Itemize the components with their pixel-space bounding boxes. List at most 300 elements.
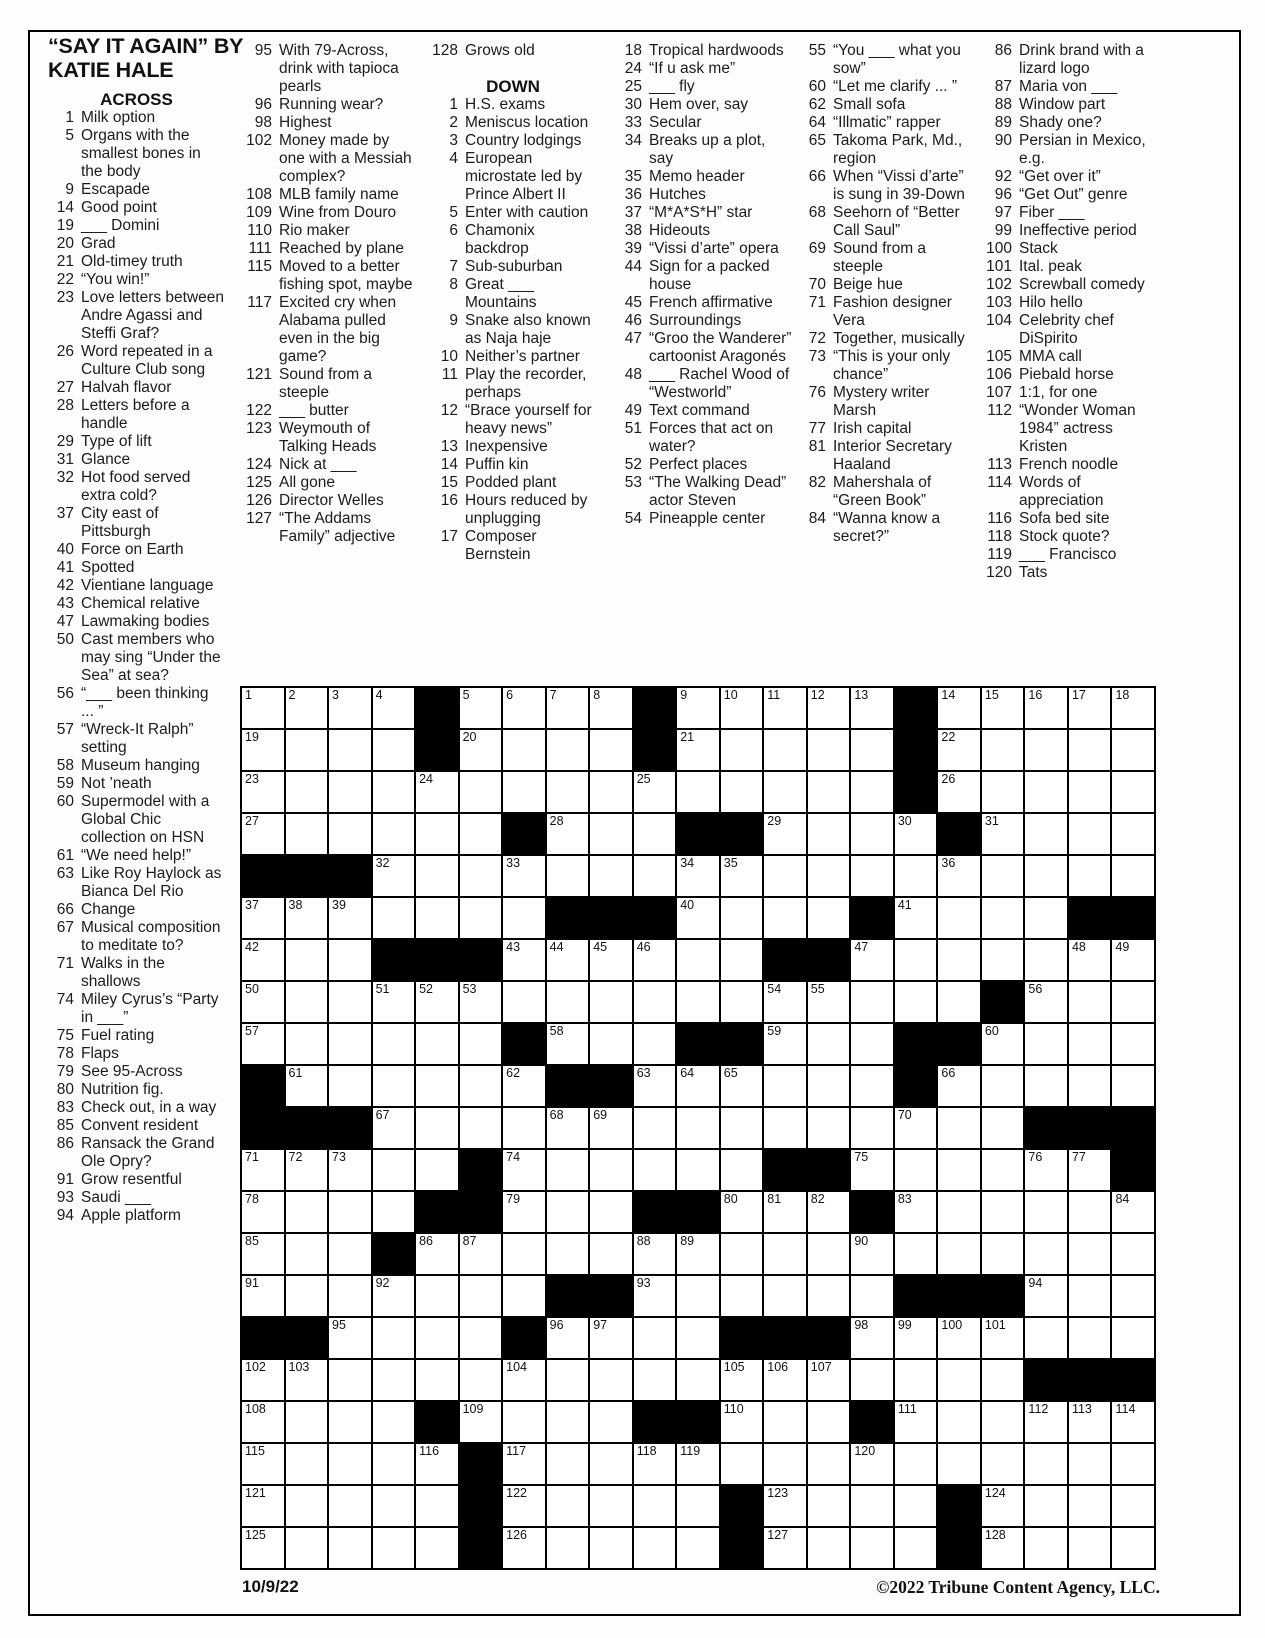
grid-cell-r16c10[interactable]: [634, 1318, 676, 1358]
grid-cell-r18c4[interactable]: [373, 1402, 415, 1442]
grid-cell-r10c6[interactable]: [460, 1066, 502, 1106]
grid-cell-r13c17[interactable]: [938, 1192, 980, 1232]
grid-cell-r16c18[interactable]: [982, 1318, 1024, 1358]
grid-cell-r14c8[interactable]: [547, 1234, 589, 1274]
grid-cell-r18c8[interactable]: [547, 1402, 589, 1442]
grid-cell-r12c2[interactable]: [286, 1150, 328, 1190]
grid-cell-r19c13[interactable]: [764, 1444, 806, 1484]
grid-cell-r17c12[interactable]: [721, 1360, 763, 1400]
grid-cell-r13c9[interactable]: [590, 1192, 632, 1232]
grid-cell-r8c3[interactable]: [329, 982, 371, 1022]
grid-cell-r16c5[interactable]: [416, 1318, 458, 1358]
grid-cell-r2c9[interactable]: [590, 730, 632, 770]
grid-cell-r13c16[interactable]: [895, 1192, 937, 1232]
grid-cell-r4c19[interactable]: [1025, 814, 1067, 854]
grid-cell-r19c15[interactable]: [851, 1444, 893, 1484]
grid-cell-r19c9[interactable]: [590, 1444, 632, 1484]
grid-cell-r8c14[interactable]: [808, 982, 850, 1022]
grid-cell-r18c12[interactable]: [721, 1402, 763, 1442]
grid-cell-r19c2[interactable]: [286, 1444, 328, 1484]
grid-cell-r3c7[interactable]: [503, 772, 545, 812]
grid-cell-r1c14[interactable]: [808, 688, 850, 728]
grid-cell-r16c16[interactable]: [895, 1318, 937, 1358]
grid-cell-r17c15[interactable]: [851, 1360, 893, 1400]
grid-cell-r8c4[interactable]: [373, 982, 415, 1022]
grid-cell-r6c7[interactable]: [503, 898, 545, 938]
grid-cell-r15c11[interactable]: [677, 1276, 719, 1316]
grid-cell-r13c19[interactable]: [1025, 1192, 1067, 1232]
grid-cell-r18c14[interactable]: [808, 1402, 850, 1442]
grid-cell-r20c10[interactable]: [634, 1486, 676, 1526]
grid-cell-r12c3[interactable]: [329, 1150, 371, 1190]
grid-cell-r6c19[interactable]: [1025, 898, 1067, 938]
grid-cell-r7c18[interactable]: [982, 940, 1024, 980]
grid-cell-r8c7[interactable]: [503, 982, 545, 1022]
grid-cell-r6c12[interactable]: [721, 898, 763, 938]
grid-cell-r19c19[interactable]: [1025, 1444, 1067, 1484]
grid-cell-r10c21[interactable]: [1112, 1066, 1154, 1106]
grid-cell-r14c20[interactable]: [1069, 1234, 1111, 1274]
grid-cell-r16c21[interactable]: [1112, 1318, 1154, 1358]
grid-cell-r21c9[interactable]: [590, 1528, 632, 1568]
grid-cell-r21c20[interactable]: [1069, 1528, 1111, 1568]
grid-cell-r19c18[interactable]: [982, 1444, 1024, 1484]
grid-cell-r19c8[interactable]: [547, 1444, 589, 1484]
grid-cell-r11c18[interactable]: [982, 1108, 1024, 1148]
grid-cell-r20c5[interactable]: [416, 1486, 458, 1526]
grid-cell-r5c19[interactable]: [1025, 856, 1067, 896]
grid-cell-r3c18[interactable]: [982, 772, 1024, 812]
grid-cell-r3c2[interactable]: [286, 772, 328, 812]
grid-cell-r9c13[interactable]: [764, 1024, 806, 1064]
grid-cell-r6c16[interactable]: [895, 898, 937, 938]
grid-cell-r20c14[interactable]: [808, 1486, 850, 1526]
grid-cell-r19c16[interactable]: [895, 1444, 937, 1484]
grid-cell-r17c8[interactable]: [547, 1360, 589, 1400]
grid-cell-r11c15[interactable]: [851, 1108, 893, 1148]
grid-cell-r1c19[interactable]: [1025, 688, 1067, 728]
grid-cell-r7c12[interactable]: [721, 940, 763, 980]
grid-cell-r13c12[interactable]: [721, 1192, 763, 1232]
grid-cell-r4c8[interactable]: [547, 814, 589, 854]
grid-cell-r10c11[interactable]: [677, 1066, 719, 1106]
grid-cell-r4c2[interactable]: [286, 814, 328, 854]
grid-cell-r5c21[interactable]: [1112, 856, 1154, 896]
grid-cell-r4c16[interactable]: [895, 814, 937, 854]
grid-cell-r14c15[interactable]: [851, 1234, 893, 1274]
grid-cell-r18c18[interactable]: [982, 1402, 1024, 1442]
grid-cell-r10c17[interactable]: [938, 1066, 980, 1106]
grid-cell-r3c15[interactable]: [851, 772, 893, 812]
grid-cell-r20c8[interactable]: [547, 1486, 589, 1526]
grid-cell-r1c2[interactable]: [286, 688, 328, 728]
grid-cell-r11c4[interactable]: [373, 1108, 415, 1148]
grid-cell-r15c19[interactable]: [1025, 1276, 1067, 1316]
grid-cell-r1c18[interactable]: [982, 688, 1024, 728]
grid-cell-r16c19[interactable]: [1025, 1318, 1067, 1358]
grid-cell-r11c16[interactable]: [895, 1108, 937, 1148]
grid-cell-r8c12[interactable]: [721, 982, 763, 1022]
grid-cell-r8c9[interactable]: [590, 982, 632, 1022]
grid-cell-r2c2[interactable]: [286, 730, 328, 770]
grid-cell-r6c17[interactable]: [938, 898, 980, 938]
grid-cell-r17c3[interactable]: [329, 1360, 371, 1400]
grid-cell-r13c1[interactable]: [242, 1192, 284, 1232]
grid-cell-r20c19[interactable]: [1025, 1486, 1067, 1526]
grid-cell-r2c21[interactable]: [1112, 730, 1154, 770]
grid-cell-r21c4[interactable]: [373, 1528, 415, 1568]
grid-cell-r13c20[interactable]: [1069, 1192, 1111, 1232]
grid-cell-r9c6[interactable]: [460, 1024, 502, 1064]
grid-cell-r7c20[interactable]: [1069, 940, 1111, 980]
grid-cell-r14c13[interactable]: [764, 1234, 806, 1274]
grid-cell-r2c4[interactable]: [373, 730, 415, 770]
grid-cell-r6c5[interactable]: [416, 898, 458, 938]
grid-cell-r14c14[interactable]: [808, 1234, 850, 1274]
grid-cell-r18c6[interactable]: [460, 1402, 502, 1442]
grid-cell-r1c12[interactable]: [721, 688, 763, 728]
grid-cell-r14c17[interactable]: [938, 1234, 980, 1274]
grid-cell-r1c13[interactable]: [764, 688, 806, 728]
grid-cell-r8c10[interactable]: [634, 982, 676, 1022]
grid-cell-r2c20[interactable]: [1069, 730, 1111, 770]
grid-cell-r15c3[interactable]: [329, 1276, 371, 1316]
grid-cell-r16c9[interactable]: [590, 1318, 632, 1358]
grid-cell-r7c3[interactable]: [329, 940, 371, 980]
grid-cell-r4c5[interactable]: [416, 814, 458, 854]
grid-cell-r11c9[interactable]: [590, 1108, 632, 1148]
grid-cell-r14c1[interactable]: [242, 1234, 284, 1274]
grid-cell-r17c7[interactable]: [503, 1360, 545, 1400]
grid-cell-r1c11[interactable]: [677, 688, 719, 728]
grid-cell-r13c7[interactable]: [503, 1192, 545, 1232]
grid-cell-r9c4[interactable]: [373, 1024, 415, 1064]
grid-cell-r18c9[interactable]: [590, 1402, 632, 1442]
grid-cell-r4c21[interactable]: [1112, 814, 1154, 854]
grid-cell-r8c11[interactable]: [677, 982, 719, 1022]
grid-cell-r10c4[interactable]: [373, 1066, 415, 1106]
grid-cell-r18c20[interactable]: [1069, 1402, 1111, 1442]
grid-cell-r11c10[interactable]: [634, 1108, 676, 1148]
grid-cell-r18c3[interactable]: [329, 1402, 371, 1442]
grid-cell-r12c11[interactable]: [677, 1150, 719, 1190]
grid-cell-r3c10[interactable]: [634, 772, 676, 812]
grid-cell-r21c21[interactable]: [1112, 1528, 1154, 1568]
grid-cell-r15c4[interactable]: [373, 1276, 415, 1316]
grid-cell-r7c11[interactable]: [677, 940, 719, 980]
grid-cell-r16c20[interactable]: [1069, 1318, 1111, 1358]
grid-cell-r20c13[interactable]: [764, 1486, 806, 1526]
grid-cell-r20c11[interactable]: [677, 1486, 719, 1526]
grid-cell-r20c21[interactable]: [1112, 1486, 1154, 1526]
grid-cell-r3c9[interactable]: [590, 772, 632, 812]
grid-cell-r15c5[interactable]: [416, 1276, 458, 1316]
grid-cell-r20c7[interactable]: [503, 1486, 545, 1526]
grid-cell-r2c6[interactable]: [460, 730, 502, 770]
grid-cell-r17c1[interactable]: [242, 1360, 284, 1400]
grid-cell-r8c21[interactable]: [1112, 982, 1154, 1022]
grid-cell-r15c7[interactable]: [503, 1276, 545, 1316]
grid-cell-r10c5[interactable]: [416, 1066, 458, 1106]
grid-cell-r20c1[interactable]: [242, 1486, 284, 1526]
grid-cell-r20c16[interactable]: [895, 1486, 937, 1526]
grid-cell-r19c11[interactable]: [677, 1444, 719, 1484]
grid-cell-r4c15[interactable]: [851, 814, 893, 854]
grid-cell-r12c1[interactable]: [242, 1150, 284, 1190]
grid-cell-r5c12[interactable]: [721, 856, 763, 896]
grid-cell-r10c7[interactable]: [503, 1066, 545, 1106]
grid-cell-r18c2[interactable]: [286, 1402, 328, 1442]
grid-cell-r15c6[interactable]: [460, 1276, 502, 1316]
grid-cell-r12c8[interactable]: [547, 1150, 589, 1190]
grid-cell-r3c8[interactable]: [547, 772, 589, 812]
grid-cell-r20c4[interactable]: [373, 1486, 415, 1526]
grid-cell-r2c13[interactable]: [764, 730, 806, 770]
grid-cell-r14c16[interactable]: [895, 1234, 937, 1274]
grid-cell-r7c9[interactable]: [590, 940, 632, 980]
grid-cell-r16c6[interactable]: [460, 1318, 502, 1358]
grid-cell-r9c19[interactable]: [1025, 1024, 1067, 1064]
grid-cell-r1c7[interactable]: [503, 688, 545, 728]
grid-cell-r15c20[interactable]: [1069, 1276, 1111, 1316]
grid-cell-r17c14[interactable]: [808, 1360, 850, 1400]
grid-cell-r19c7[interactable]: [503, 1444, 545, 1484]
grid-cell-r21c10[interactable]: [634, 1528, 676, 1568]
grid-cell-r11c12[interactable]: [721, 1108, 763, 1148]
grid-cell-r14c12[interactable]: [721, 1234, 763, 1274]
grid-cell-r2c11[interactable]: [677, 730, 719, 770]
grid-cell-r15c15[interactable]: [851, 1276, 893, 1316]
grid-cell-r19c12[interactable]: [721, 1444, 763, 1484]
grid-cell-r9c21[interactable]: [1112, 1024, 1154, 1064]
grid-cell-r2c8[interactable]: [547, 730, 589, 770]
grid-cell-r16c11[interactable]: [677, 1318, 719, 1358]
grid-cell-r12c16[interactable]: [895, 1150, 937, 1190]
grid-cell-r4c4[interactable]: [373, 814, 415, 854]
grid-cell-r14c9[interactable]: [590, 1234, 632, 1274]
grid-cell-r1c1[interactable]: [242, 688, 284, 728]
grid-cell-r1c3[interactable]: [329, 688, 371, 728]
grid-cell-r17c10[interactable]: [634, 1360, 676, 1400]
grid-cell-r12c5[interactable]: [416, 1150, 458, 1190]
grid-cell-r12c9[interactable]: [590, 1150, 632, 1190]
grid-cell-r4c18[interactable]: [982, 814, 1024, 854]
grid-cell-r15c14[interactable]: [808, 1276, 850, 1316]
grid-cell-r1c15[interactable]: [851, 688, 893, 728]
grid-cell-r3c11[interactable]: [677, 772, 719, 812]
grid-cell-r13c4[interactable]: [373, 1192, 415, 1232]
grid-cell-r14c11[interactable]: [677, 1234, 719, 1274]
grid-cell-r15c12[interactable]: [721, 1276, 763, 1316]
grid-cell-r4c3[interactable]: [329, 814, 371, 854]
grid-cell-r21c15[interactable]: [851, 1528, 893, 1568]
grid-cell-r13c14[interactable]: [808, 1192, 850, 1232]
grid-cell-r6c1[interactable]: [242, 898, 284, 938]
grid-cell-r21c18[interactable]: [982, 1528, 1024, 1568]
grid-cell-r9c18[interactable]: [982, 1024, 1024, 1064]
grid-cell-r6c4[interactable]: [373, 898, 415, 938]
grid-cell-r5c5[interactable]: [416, 856, 458, 896]
grid-cell-r13c3[interactable]: [329, 1192, 371, 1232]
grid-cell-r2c12[interactable]: [721, 730, 763, 770]
grid-cell-r1c9[interactable]: [590, 688, 632, 728]
grid-cell-r15c21[interactable]: [1112, 1276, 1154, 1316]
grid-cell-r13c8[interactable]: [547, 1192, 589, 1232]
grid-cell-r3c6[interactable]: [460, 772, 502, 812]
grid-cell-r1c20[interactable]: [1069, 688, 1111, 728]
grid-cell-r19c1[interactable]: [242, 1444, 284, 1484]
grid-cell-r21c14[interactable]: [808, 1528, 850, 1568]
grid-cell-r16c15[interactable]: [851, 1318, 893, 1358]
grid-cell-r9c2[interactable]: [286, 1024, 328, 1064]
grid-cell-r17c4[interactable]: [373, 1360, 415, 1400]
grid-cell-r13c18[interactable]: [982, 1192, 1024, 1232]
grid-cell-r19c10[interactable]: [634, 1444, 676, 1484]
grid-cell-r18c17[interactable]: [938, 1402, 980, 1442]
grid-cell-r9c5[interactable]: [416, 1024, 458, 1064]
grid-cell-r7c10[interactable]: [634, 940, 676, 980]
grid-cell-r7c8[interactable]: [547, 940, 589, 980]
grid-cell-r12c15[interactable]: [851, 1150, 893, 1190]
grid-cell-r20c3[interactable]: [329, 1486, 371, 1526]
grid-cell-r5c9[interactable]: [590, 856, 632, 896]
grid-cell-r2c1[interactable]: [242, 730, 284, 770]
grid-cell-r6c14[interactable]: [808, 898, 850, 938]
grid-cell-r10c12[interactable]: [721, 1066, 763, 1106]
grid-cell-r13c2[interactable]: [286, 1192, 328, 1232]
grid-cell-r8c5[interactable]: [416, 982, 458, 1022]
grid-cell-r21c7[interactable]: [503, 1528, 545, 1568]
grid-cell-r6c11[interactable]: [677, 898, 719, 938]
grid-cell-r3c3[interactable]: [329, 772, 371, 812]
grid-cell-r1c21[interactable]: [1112, 688, 1154, 728]
grid-cell-r2c14[interactable]: [808, 730, 850, 770]
grid-cell-r14c19[interactable]: [1025, 1234, 1067, 1274]
grid-cell-r20c15[interactable]: [851, 1486, 893, 1526]
grid-cell-r21c13[interactable]: [764, 1528, 806, 1568]
grid-cell-r21c3[interactable]: [329, 1528, 371, 1568]
grid-cell-r7c17[interactable]: [938, 940, 980, 980]
grid-cell-r16c4[interactable]: [373, 1318, 415, 1358]
grid-cell-r3c5[interactable]: [416, 772, 458, 812]
grid-cell-r7c16[interactable]: [895, 940, 937, 980]
grid-cell-r4c20[interactable]: [1069, 814, 1111, 854]
grid-cell-r13c21[interactable]: [1112, 1192, 1154, 1232]
grid-cell-r3c14[interactable]: [808, 772, 850, 812]
grid-cell-r14c2[interactable]: [286, 1234, 328, 1274]
grid-cell-r3c1[interactable]: [242, 772, 284, 812]
grid-cell-r7c2[interactable]: [286, 940, 328, 980]
grid-cell-r12c19[interactable]: [1025, 1150, 1067, 1190]
grid-cell-r3c20[interactable]: [1069, 772, 1111, 812]
grid-cell-r11c17[interactable]: [938, 1108, 980, 1148]
grid-cell-r10c18[interactable]: [982, 1066, 1024, 1106]
grid-cell-r21c19[interactable]: [1025, 1528, 1067, 1568]
grid-cell-r10c10[interactable]: [634, 1066, 676, 1106]
grid-cell-r9c3[interactable]: [329, 1024, 371, 1064]
grid-cell-r20c18[interactable]: [982, 1486, 1024, 1526]
grid-cell-r16c17[interactable]: [938, 1318, 980, 1358]
grid-cell-r15c10[interactable]: [634, 1276, 676, 1316]
grid-cell-r5c6[interactable]: [460, 856, 502, 896]
grid-cell-r8c13[interactable]: [764, 982, 806, 1022]
grid-cell-r19c3[interactable]: [329, 1444, 371, 1484]
grid-cell-r5c7[interactable]: [503, 856, 545, 896]
grid-cell-r7c1[interactable]: [242, 940, 284, 980]
grid-cell-r18c13[interactable]: [764, 1402, 806, 1442]
grid-cell-r14c5[interactable]: [416, 1234, 458, 1274]
grid-cell-r10c15[interactable]: [851, 1066, 893, 1106]
grid-cell-r12c10[interactable]: [634, 1150, 676, 1190]
grid-cell-r16c8[interactable]: [547, 1318, 589, 1358]
grid-cell-r12c12[interactable]: [721, 1150, 763, 1190]
grid-cell-r21c1[interactable]: [242, 1528, 284, 1568]
grid-cell-r2c15[interactable]: [851, 730, 893, 770]
grid-cell-r10c2[interactable]: [286, 1066, 328, 1106]
grid-cell-r14c10[interactable]: [634, 1234, 676, 1274]
grid-cell-r21c16[interactable]: [895, 1528, 937, 1568]
grid-cell-r17c11[interactable]: [677, 1360, 719, 1400]
grid-cell-r10c13[interactable]: [764, 1066, 806, 1106]
grid-cell-r2c17[interactable]: [938, 730, 980, 770]
grid-cell-r5c15[interactable]: [851, 856, 893, 896]
grid-cell-r6c6[interactable]: [460, 898, 502, 938]
grid-cell-r6c2[interactable]: [286, 898, 328, 938]
grid-cell-r19c4[interactable]: [373, 1444, 415, 1484]
grid-cell-r5c4[interactable]: [373, 856, 415, 896]
grid-cell-r20c2[interactable]: [286, 1486, 328, 1526]
grid-cell-r5c16[interactable]: [895, 856, 937, 896]
grid-cell-r3c17[interactable]: [938, 772, 980, 812]
grid-cell-r2c3[interactable]: [329, 730, 371, 770]
grid-cell-r8c2[interactable]: [286, 982, 328, 1022]
grid-cell-r19c17[interactable]: [938, 1444, 980, 1484]
grid-cell-r14c7[interactable]: [503, 1234, 545, 1274]
grid-cell-r8c20[interactable]: [1069, 982, 1111, 1022]
grid-cell-r3c13[interactable]: [764, 772, 806, 812]
grid-cell-r6c18[interactable]: [982, 898, 1024, 938]
grid-cell-r12c4[interactable]: [373, 1150, 415, 1190]
grid-cell-r4c13[interactable]: [764, 814, 806, 854]
grid-cell-r18c16[interactable]: [895, 1402, 937, 1442]
grid-cell-r3c19[interactable]: [1025, 772, 1067, 812]
grid-cell-r12c17[interactable]: [938, 1150, 980, 1190]
grid-cell-r17c5[interactable]: [416, 1360, 458, 1400]
grid-cell-r7c7[interactable]: [503, 940, 545, 980]
grid-cell-r5c18[interactable]: [982, 856, 1024, 896]
grid-cell-r9c8[interactable]: [547, 1024, 589, 1064]
grid-cell-r8c19[interactable]: [1025, 982, 1067, 1022]
grid-cell-r4c6[interactable]: [460, 814, 502, 854]
grid-cell-r12c20[interactable]: [1069, 1150, 1111, 1190]
grid-cell-r14c18[interactable]: [982, 1234, 1024, 1274]
grid-cell-r4c9[interactable]: [590, 814, 632, 854]
grid-cell-r11c7[interactable]: [503, 1108, 545, 1148]
grid-cell-r17c17[interactable]: [938, 1360, 980, 1400]
grid-cell-r8c6[interactable]: [460, 982, 502, 1022]
grid-cell-r13c13[interactable]: [764, 1192, 806, 1232]
grid-cell-r17c18[interactable]: [982, 1360, 1024, 1400]
grid-cell-r4c14[interactable]: [808, 814, 850, 854]
grid-cell-r9c10[interactable]: [634, 1024, 676, 1064]
grid-cell-r17c13[interactable]: [764, 1360, 806, 1400]
grid-cell-r21c8[interactable]: [547, 1528, 589, 1568]
grid-cell-r10c14[interactable]: [808, 1066, 850, 1106]
grid-cell-r17c6[interactable]: [460, 1360, 502, 1400]
grid-cell-r19c21[interactable]: [1112, 1444, 1154, 1484]
grid-cell-r1c4[interactable]: [373, 688, 415, 728]
grid-cell-r12c7[interactable]: [503, 1150, 545, 1190]
